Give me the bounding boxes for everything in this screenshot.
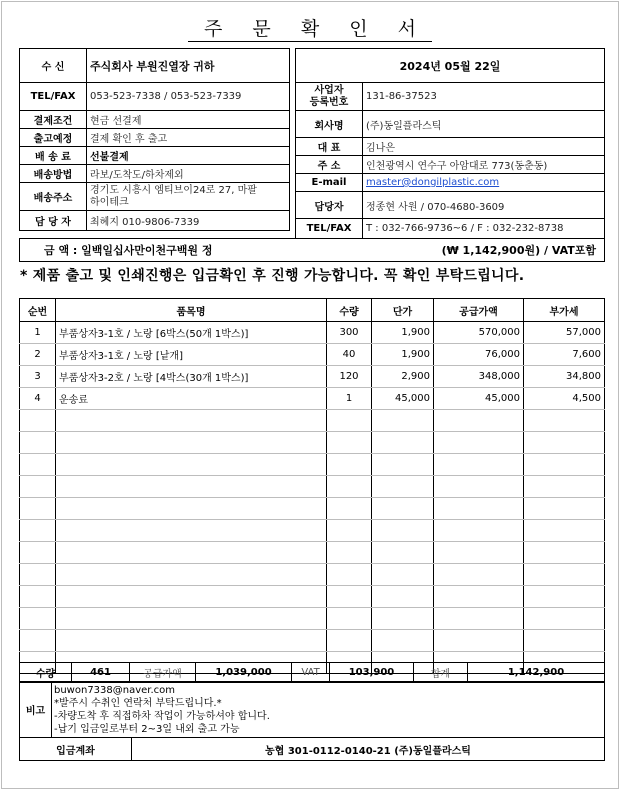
remarks-line: *발주시 수취인 연락처 부탁드립니다.* <box>54 697 222 709</box>
summary-total-label: 합계 <box>414 663 468 683</box>
freight-value: 선불결제 <box>87 147 290 165</box>
empty-row <box>20 432 605 454</box>
row-unit-price: 45,000 <box>372 388 434 410</box>
email-link[interactable]: master@dongilplastic.com <box>366 177 500 188</box>
account-value: 농협 301-0112-0140-21 (주)동일플라스틱 <box>132 738 605 761</box>
ship-plan-label: 출고예정 <box>20 129 87 147</box>
manager-value: 최혜지 010-9806-7339 <box>87 211 290 231</box>
summary-vat: 103,900 <box>330 663 414 683</box>
empty-row <box>20 454 605 476</box>
contact-value: 정종현 사원 / 070-4680-3609 <box>363 192 605 219</box>
notice-text: * 제품 출고 및 인쇄진행은 입금확인 후 진행 가능합니다. 꼭 확인 부탁드립니다. <box>20 268 525 284</box>
supplier-table <box>295 48 605 239</box>
summary-qty: 461 <box>72 663 130 683</box>
company-value: (주)동일플라스틱 <box>363 111 605 138</box>
row-qty: 40 <box>327 344 372 366</box>
summary-supply-label: 공급가액 <box>130 663 196 683</box>
account-label: 입금계좌 <box>20 738 132 761</box>
summary-qty-label: 수량 <box>20 663 72 683</box>
summary-table <box>19 662 605 683</box>
header-no: 순번 <box>20 299 56 322</box>
empty-row <box>20 498 605 520</box>
account-table <box>19 737 605 761</box>
header-item: 품목명 <box>56 299 327 322</box>
row-item: 부품상자3-2호 / 노랑 [4박스(30개 1박스)] <box>56 366 327 388</box>
empty-row <box>20 608 605 630</box>
row-vat: 4,500 <box>524 388 605 410</box>
order-date: 2024년 05월 22일 <box>296 49 605 83</box>
empty-row <box>20 520 605 542</box>
header-qty: 수량 <box>327 299 372 322</box>
ceo-value: 김나은 <box>363 138 605 156</box>
payment-label: 결제조건 <box>20 111 87 129</box>
recipient-label: 수 신 <box>20 49 87 83</box>
email-label: E-mail <box>296 174 363 192</box>
empty-row <box>20 564 605 586</box>
bizno-label-line-2: 등록번호 <box>309 96 349 108</box>
ship-plan-value: 결제 확인 후 출고 <box>87 129 290 147</box>
row-vat: 34,800 <box>524 366 605 388</box>
company-label: 회사명 <box>296 111 363 138</box>
row-qty: 300 <box>327 322 372 344</box>
ship-address-value <box>87 183 290 211</box>
bizno-label-line-1: 사업자 <box>314 84 344 96</box>
bizno-value: 131-86-37523 <box>363 83 605 111</box>
items-table <box>19 298 605 674</box>
remarks-line: -차량도착 후 직접하차 작업이 가능하셔야 합니다. <box>54 710 270 722</box>
supplier-telfax-value: T : 032-766-9736~6 / F : 032-232-8738 <box>363 219 605 239</box>
header-supply: 공급가액 <box>434 299 524 322</box>
table-row <box>20 344 605 366</box>
empty-row <box>20 476 605 498</box>
recipient-telfax-value: 053-523-7338 / 053-523-7339 <box>87 83 290 111</box>
amount-text: 금 액 : 일백일십사만이천구백원 정 <box>20 239 313 262</box>
row-item: 부품상자3-1호 / 노랑 [6박스(50개 1박스)] <box>56 322 327 344</box>
table-row <box>20 322 605 344</box>
row-supply: 45,000 <box>434 388 524 410</box>
table-row <box>20 366 605 388</box>
ship-address-line-2: 하이테크 <box>90 196 129 208</box>
ship-method-value: 라보/도착도/하차제외 <box>87 165 290 183</box>
row-item: 운송료 <box>56 388 327 410</box>
remarks-label: 비고 <box>20 682 52 738</box>
recipient-table <box>19 48 290 231</box>
header-unit-price: 단가 <box>372 299 434 322</box>
row-vat: 57,000 <box>524 322 605 344</box>
manager-label: 담 당 자 <box>20 211 87 231</box>
row-unit-price: 2,900 <box>372 366 434 388</box>
summary-supply: 1,039,000 <box>196 663 292 683</box>
summary-vat-label: VAT <box>292 663 330 683</box>
document-title: 주 문 확 인 서 <box>0 14 620 41</box>
remarks-content <box>52 682 605 738</box>
row-qty: 120 <box>327 366 372 388</box>
recipient-telfax-label: TEL/FAX <box>20 83 87 111</box>
supplier-telfax-label: TEL/FAX <box>296 219 363 239</box>
row-supply: 570,000 <box>434 322 524 344</box>
recipient-value: 주식회사 부원진열장 귀하 <box>87 49 290 83</box>
bizno-label <box>296 83 363 111</box>
empty-row <box>20 542 605 564</box>
row-qty: 1 <box>327 388 372 410</box>
row-no: 3 <box>20 366 56 388</box>
row-item: 부품상자3-1호 / 노랑 [낱개] <box>56 344 327 366</box>
row-supply: 348,000 <box>434 366 524 388</box>
row-no: 4 <box>20 388 56 410</box>
row-supply: 76,000 <box>434 344 524 366</box>
payment-value: 현금 선결제 <box>87 111 290 129</box>
ship-address-line-1: 경기도 시흥시 엠티브이24로 27, 마팔 <box>90 184 257 196</box>
remarks-line: -납기 입금일로부터 2~3일 내외 출고 가능 <box>54 723 240 735</box>
address-value: 인천광역시 연수구 아암대로 773(동춘동) <box>363 156 605 174</box>
summary-total: 1,142,900 <box>468 663 605 683</box>
empty-row <box>20 586 605 608</box>
amount-total: (₩ 1,142,900원) / VAT포함 <box>312 239 605 262</box>
empty-row <box>20 410 605 432</box>
row-vat: 7,600 <box>524 344 605 366</box>
address-label: 주 소 <box>296 156 363 174</box>
amount-table <box>19 238 605 262</box>
row-unit-price: 1,900 <box>372 344 434 366</box>
header-vat: 부가세 <box>524 299 605 322</box>
remarks-line: buwon7338@naver.com <box>54 684 176 696</box>
table-row <box>20 388 605 410</box>
ship-method-label: 배송방법 <box>20 165 87 183</box>
empty-row <box>20 630 605 652</box>
remarks-table <box>19 681 605 738</box>
freight-label: 배 송 료 <box>20 147 87 165</box>
ceo-label: 대 표 <box>296 138 363 156</box>
contact-label: 담당자 <box>296 192 363 219</box>
row-no: 1 <box>20 322 56 344</box>
row-no: 2 <box>20 344 56 366</box>
row-unit-price: 1,900 <box>372 322 434 344</box>
ship-address-label: 배송주소 <box>20 183 87 211</box>
